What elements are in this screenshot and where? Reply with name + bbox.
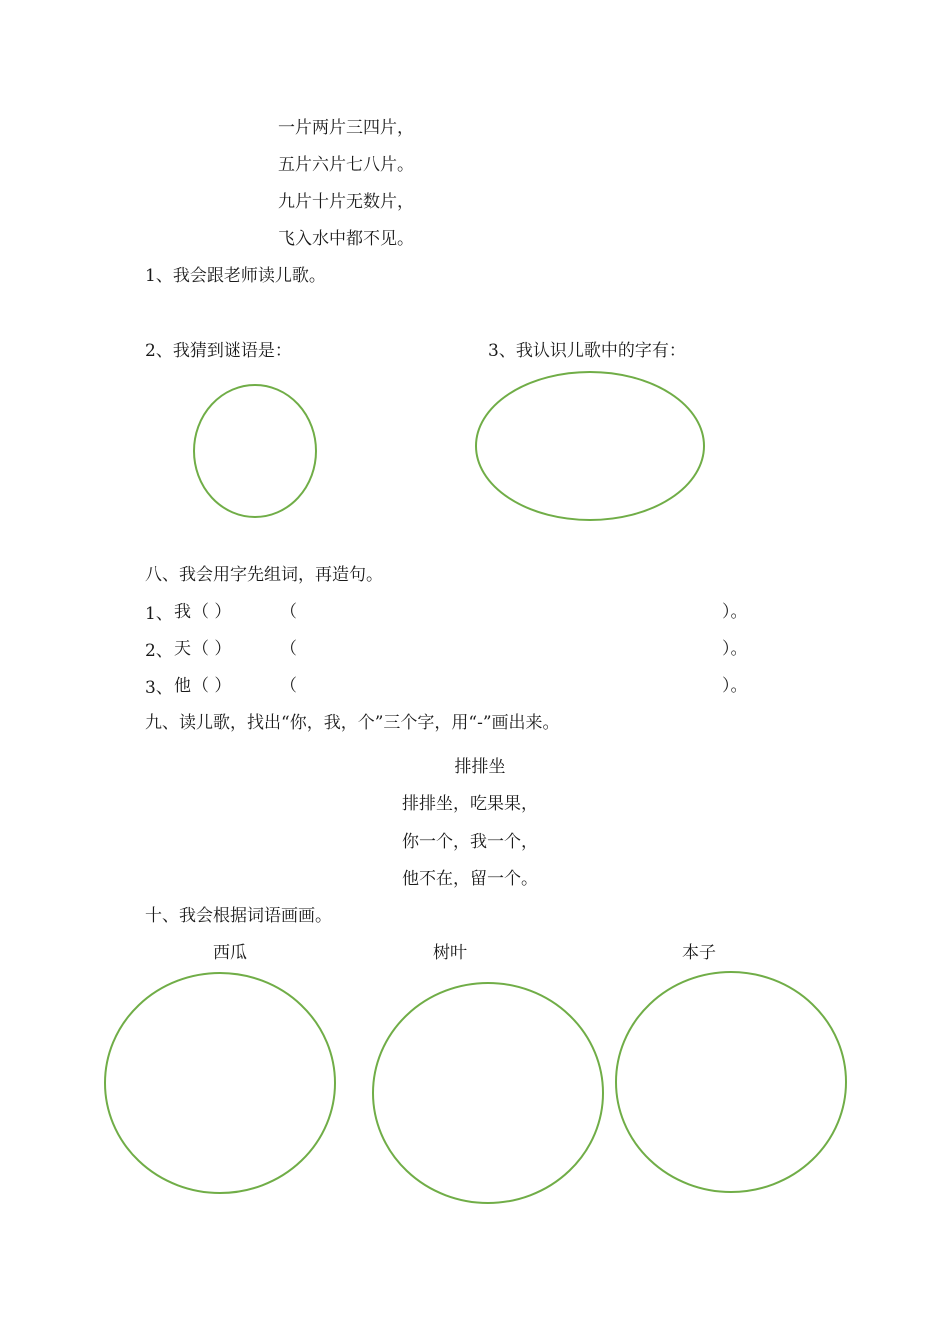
riddle-line-4: 飞入水中都不见。 bbox=[278, 229, 414, 249]
known-chars-oval[interactable] bbox=[476, 372, 704, 520]
label-notebook: 本子 bbox=[682, 943, 716, 963]
sentence-blank-close: ）。 bbox=[722, 639, 748, 659]
section-8-title: 八、我会用字先组词，再造句。 bbox=[145, 565, 383, 585]
word-blank[interactable]: （ ） bbox=[192, 602, 232, 622]
draw-oval-leaf[interactable] bbox=[373, 983, 603, 1203]
sentence-blank-open[interactable]: （ bbox=[280, 676, 297, 696]
poem-line-3: 他不在，留一个。 bbox=[402, 869, 538, 889]
section-10-title: 十、我会根据词语画画。 bbox=[145, 906, 332, 926]
sentence-blank-open[interactable]: （ bbox=[280, 602, 297, 622]
question-1: 1、我会跟老师读儿歌。 bbox=[145, 266, 326, 286]
item-number: 1、 bbox=[145, 604, 173, 624]
sentence-blank-close: ）。 bbox=[722, 676, 748, 696]
poem-line-2: 你一个，我一个， bbox=[402, 832, 538, 852]
riddle-line-2: 五片六片七八片。 bbox=[278, 155, 414, 175]
riddle-line-3: 九片十片无数片， bbox=[278, 192, 414, 212]
poem-title: 排排坐 bbox=[454, 757, 506, 777]
item-number: 2、 bbox=[145, 641, 173, 661]
poem-line-1: 排排坐，吃果果， bbox=[402, 794, 538, 814]
item-char: 我 bbox=[174, 602, 191, 622]
draw-oval-notebook[interactable] bbox=[616, 972, 846, 1192]
question-3: 3、我认识儿歌中的字有： bbox=[488, 341, 686, 361]
label-leaf: 树叶 bbox=[433, 943, 467, 963]
word-blank[interactable]: （ ） bbox=[192, 676, 232, 696]
question-2: 2、我猜到谜语是： bbox=[145, 341, 292, 361]
item-number: 3、 bbox=[145, 678, 173, 698]
sentence-blank-close: ）。 bbox=[722, 602, 748, 622]
sentence-blank-open[interactable]: （ bbox=[280, 639, 297, 659]
riddle-answer-oval[interactable] bbox=[194, 385, 316, 517]
draw-oval-watermelon[interactable] bbox=[105, 973, 335, 1193]
section-9-title: 九、读儿歌，找出“你，我，个”三个字，用“-”画出来。 bbox=[145, 713, 560, 733]
label-watermelon: 西瓜 bbox=[213, 943, 247, 963]
riddle-line-1: 一片两片三四片， bbox=[278, 118, 414, 138]
item-char: 天 bbox=[174, 639, 191, 659]
item-char: 他 bbox=[174, 676, 191, 696]
word-blank[interactable]: （ ） bbox=[192, 639, 232, 659]
